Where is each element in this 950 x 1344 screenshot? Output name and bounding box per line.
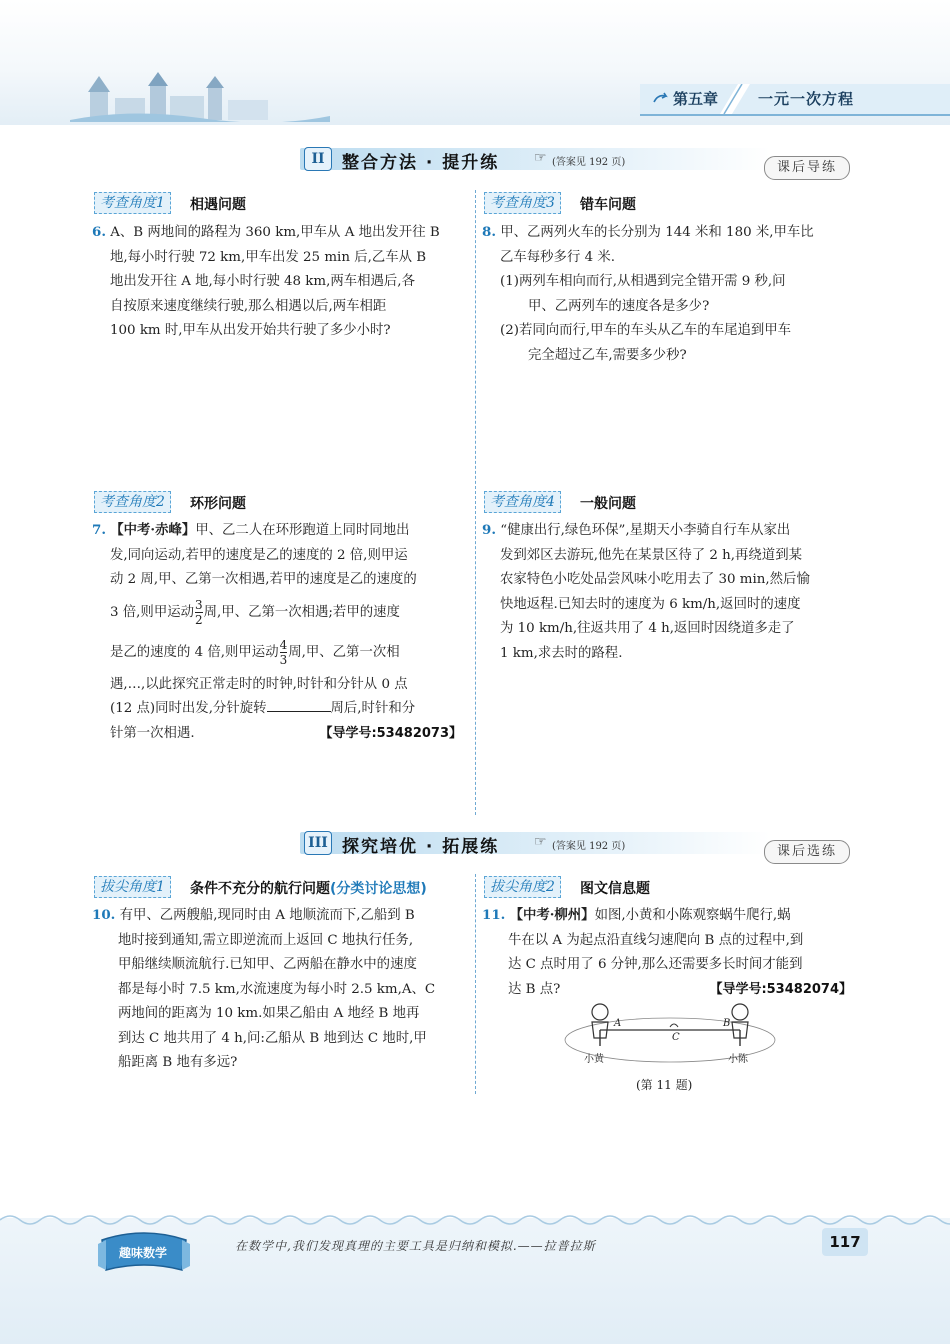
q11-line: 达 C 点时用了 6 分钟,那么还需要多长时间才能到 — [508, 957, 803, 972]
section2-badge: 课后导练 — [764, 156, 850, 180]
q10-line: 都是每小时 7.5 km,水流速度为每小时 2.5 km,A、C — [118, 981, 436, 997]
section3-answer-ref: (答案见 192 页) — [552, 841, 626, 852]
q9-line: 农家特色小吃处品尝风味小吃用去了 30 min,然后愉 — [500, 572, 810, 587]
section3-badge: 课后选练 — [764, 840, 850, 864]
section2-title: 整合方法 · 提升练 — [342, 153, 500, 173]
q11-line: 达 B 点? — [508, 981, 561, 997]
q10-line: 甲船继续顺流航行.已知甲、乙两船在静水中的速度 — [118, 957, 417, 972]
q8-line: 乙车每秒多行 4 米. — [500, 249, 616, 265]
section2-roman: II — [304, 147, 332, 171]
q7-line: 3 倍,则甲运动 — [110, 604, 194, 620]
chapter-title: 一元一次方程 — [758, 90, 855, 108]
section2-answer-ref: (答案见 192 页) — [552, 157, 626, 168]
column-divider — [475, 190, 476, 815]
footer-wave-border — [0, 1212, 950, 1226]
q11-line: 牛在以 A 为起点沿直线匀速爬向 B 点的过程中,到 — [508, 932, 804, 948]
question-9 — [482, 518, 862, 666]
figure-label-c: C — [672, 1032, 680, 1043]
q11-source: 【中考·柳州】 — [509, 907, 595, 923]
chapter-slash-divider — [720, 84, 750, 114]
q10-line: 到达 C 地共用了 4 h,问:乙船从 B 地到达 C 地时,甲 — [118, 1030, 427, 1046]
figure-label-xiaohuang: 小黄 — [584, 1054, 604, 1065]
angle2-title: 环形问题 — [190, 496, 246, 512]
q7-line: 甲、乙二人在环形跑道上同时同地出 — [195, 523, 410, 538]
q7-line: 遇,…,以此探究正常走时的时钟,时针和分针从 0 点 — [110, 676, 408, 692]
q9-line: 发到郊区去游玩,他先在某景区待了 2 h,再绕道到某 — [500, 547, 802, 563]
q6-line: 100 km 时,甲车从出发开始共行驶了多少小时? — [110, 323, 391, 338]
angle1-title: 相遇问题 — [190, 197, 246, 213]
q8-subquestion: (2)若同向而行,甲车的车头从乙车的车尾追到甲车 — [500, 323, 792, 338]
snail-icon — [670, 1024, 678, 1027]
q9-line: 快地返程.已知去时的速度为 6 km/h,返回时的速度 — [500, 596, 801, 612]
chapter-label: 第五章 — [673, 90, 719, 108]
q6-line: 自按原来速度继续行驶,那么相遇以后,两车相距 — [110, 298, 387, 314]
angle6-tag: 拔尖角度2 — [484, 876, 561, 898]
q9-line: 为 10 km/h,往返共用了 4 h,返回时因绕道多走了 — [500, 621, 795, 636]
q7-line: 针第一次相遇. — [110, 725, 195, 741]
hand-pointer-icon: ☞ — [534, 150, 547, 166]
q8-subquestion: (1)两列车相向而行,从相遇到完全错开需 9 秒,问 — [500, 274, 786, 289]
q8-number: 8. — [482, 224, 496, 240]
q10-line: 两地间的距离为 10 km.如果乙船由 A 地经 B 地再 — [118, 1006, 420, 1021]
q6-line: A、B 两地间的路程为 360 km,甲车从 A 地出发开往 B — [110, 225, 440, 240]
page-number: 117 — [822, 1228, 868, 1256]
question-7 — [92, 518, 472, 746]
castle-illustration — [70, 72, 330, 122]
question-11 — [482, 903, 862, 1002]
person-right-icon — [732, 1004, 748, 1020]
hand-pointer-icon: ☞ — [534, 834, 547, 850]
figure-label-a: A — [614, 1018, 622, 1029]
q7-line: 周,甲、乙第一次相 — [288, 644, 400, 660]
q6-line: 地出发开往 A 地,每小时行驶 48 km,两车相遇后,各 — [110, 274, 415, 289]
q8-subquestion: 完全超过乙车,需要多少秒? — [528, 347, 687, 363]
q7-fraction-4-3: $\frac{4}{3}$ — [279, 637, 288, 667]
question-6 — [92, 220, 472, 344]
q7-line: (12 点)同时出发,分针旋转 — [110, 701, 267, 716]
q7-number: 7. — [92, 522, 106, 538]
angle5-title: 条件不充分的航行问题(分类讨论思想) — [190, 881, 427, 897]
q8-subquestion: 甲、乙两列车的速度各是多少? — [528, 298, 710, 314]
q10-line: 船距离 B 地有多远? — [118, 1055, 238, 1070]
question-8 — [482, 220, 862, 368]
q7-source: 【中考·赤峰】 — [110, 522, 196, 538]
section3-title: 探究培优 · 拓展练 — [342, 837, 500, 857]
angle4-tag: 考查角度4 — [484, 491, 561, 513]
column-divider — [475, 874, 476, 1094]
footer-quote: 在数学中,我们发现真理的主要工具是归纳和模拟.——拉普拉斯 — [235, 1239, 596, 1253]
q11-caption: (第 11 题) — [636, 1078, 693, 1092]
q9-number: 9. — [482, 522, 496, 538]
angle3-title: 错车问题 — [580, 197, 636, 213]
q7-line: 周,甲、乙第一次相遇;若甲的速度 — [203, 604, 400, 620]
q9-line: 1 km,求去时的路程. — [500, 645, 623, 661]
fun-math-logo-text: 趣味数学 — [118, 1246, 167, 1260]
angle2-tag: 考查角度2 — [94, 491, 171, 513]
q7-line: 周后,时针和分 — [330, 701, 416, 716]
figure-label-xiaochen: 小陈 — [728, 1054, 748, 1065]
angle4-title: 一般问题 — [580, 496, 636, 512]
section3-roman: III — [304, 831, 332, 855]
angle5-note: (分类讨论思想) — [330, 881, 427, 897]
q11-number: 11. — [482, 907, 506, 923]
arrow-icon — [652, 92, 670, 106]
q11-guide-number: 【导学号:53482074】 — [709, 981, 852, 997]
angle5-tag: 拔尖角度1 — [94, 876, 171, 898]
q8-line: 甲、乙两列火车的长分别为 144 米和 180 米,甲车比 — [500, 225, 814, 240]
q10-line: 地时接到通知,需立即逆流而上返回 C 地执行任务, — [118, 932, 414, 948]
angle1-tag: 考查角度1 — [94, 192, 171, 214]
q7-fraction-3-2: $\frac{3}{2}$ — [195, 597, 203, 627]
q7-line: 是乙的速度的 4 倍,则甲运动 — [110, 644, 279, 660]
answer-blank[interactable] — [267, 697, 331, 712]
question-10 — [92, 903, 472, 1076]
q6-number: 6. — [92, 224, 106, 240]
q6-line: 地,每小时行驶 72 km,甲车出发 25 min 后,乙车从 B — [110, 249, 427, 265]
q11-line: 如图,小黄和小陈观察蜗牛爬行,蜗 — [594, 908, 791, 923]
q7-line: 发,同向运动,若甲的速度是乙的速度的 2 倍,则甲运 — [110, 547, 408, 563]
q10-line: 有甲、乙两艘船,现同时由 A 地顺流而下,乙船到 B — [119, 908, 415, 923]
angle6-title: 图文信息题 — [580, 881, 650, 897]
q7-line: 动 2 周,甲、乙第一次相遇,若甲的速度是乙的速度的 — [110, 572, 417, 587]
q11-figure — [560, 1000, 780, 1072]
figure-label-b: B — [723, 1018, 731, 1029]
q7-guide-number: 【导学号:53482073】 — [319, 725, 462, 741]
q9-line: “健康出行,绿色环保”,星期天小李骑自行车从家出 — [500, 523, 791, 538]
q10-number: 10. — [92, 907, 116, 923]
person-left-icon — [592, 1004, 608, 1020]
angle3-tag: 考查角度3 — [484, 192, 561, 214]
